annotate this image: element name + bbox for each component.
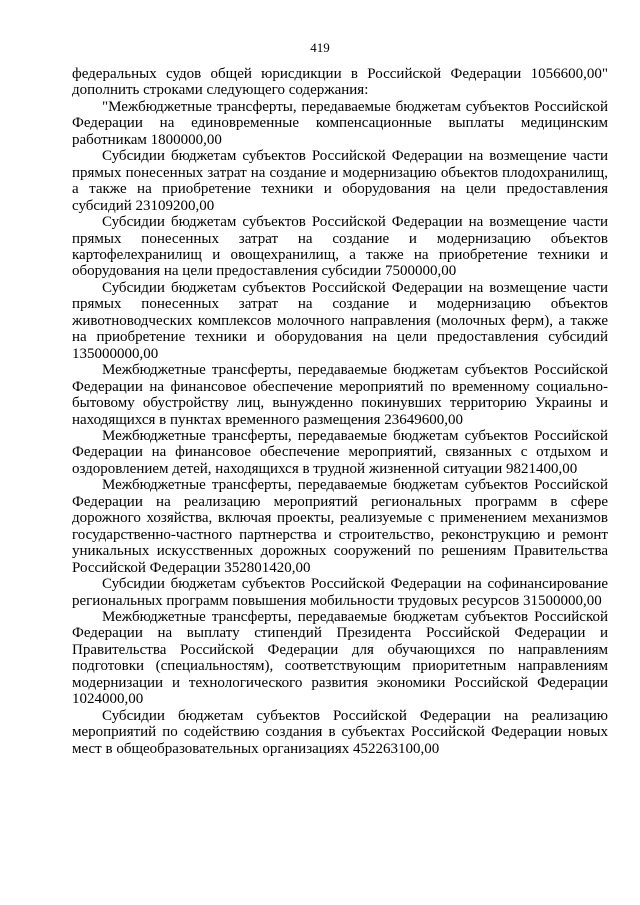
paragraph-intro: федеральных судов общей юрисдикции в Российской Федерации 1056600,00" дополнить строками следующего содержания: bbox=[72, 66, 608, 99]
paragraph-scholarships: Межбюджетные трансферты, передаваемые бюджетам субъектов Российской Федерации на выплату стипендий Президента Российской Федерации и Правительства Российской Федерации для обучающихся по направлениям подготовки (специальностям), соответствующим приоритетным направлениям модернизации и технологического развития экономики Российской Федерации 1024000,00 bbox=[72, 608, 608, 708]
page-number: 419 bbox=[310, 40, 330, 55]
paragraph-fruit-storage: Субсидии бюджетам субъектов Российской Федерации на возмещение части прямых понесенных затрат на создание и модернизацию объектов плодохранилищ, а также на приобретение техники и оборудования на цели предоставления субсидий 23109200,00 bbox=[72, 148, 608, 214]
paragraph-ukraine-relocation: Межбюджетные трансферты, передаваемые бюджетам субъектов Российской Федерации на финансовое обеспечение мероприятий по временному социально-бытовому обустройству лиц, вынужденно покинувших территорию Украины и находящихся в пунктах временного размещения 23649600,00 bbox=[72, 362, 608, 428]
paragraph-vegetable-storage: Субсидии бюджетам субъектов Российской Федерации на возмещение части прямых понесенных затрат на создание и модернизацию объектов картофелехранилищ и овощехранилищ, а также на приобретение техники и оборудования на цели предоставления субсидии 7500000,00 bbox=[72, 214, 608, 280]
paragraph-dairy-farms: Субсидии бюджетам субъектов Российской Федерации на возмещение части прямых понесенных затрат на создание и модернизацию объектов животноводческих комплексов молочного направления (молочных ферм), а также на приобретение техники и оборудования на цели предоставления субсидий 135000000,00 bbox=[72, 279, 608, 362]
paragraph-labor-mobility: Субсидии бюджетам субъектов Российской Федерации на софинансирование региональных программ повышения мобильности трудовых ресурсов 31500000,00 bbox=[72, 576, 608, 609]
paragraph-school-places: Субсидии бюджетам субъектов Российской Федерации на реализацию мероприятий по содействию создания в субъектах Российской Федерации новых мест в общеобразовательных организациях 452263100,00 bbox=[72, 707, 608, 757]
paragraph-road-programs: Межбюджетные трансферты, передаваемые бюджетам субъектов Российской Федерации на реализацию мероприятий региональных программ в сфере дорожного хозяйства, включая проекты, реализуемые с применением механизмов государственно-частного партнерства и строительство, реконструкцию и ремонт уникальных искусственных дорожных сооружений по решениям Правительства Российской Федерации 352801420,00 bbox=[72, 477, 608, 576]
paragraph-medical-payments: "Межбюджетные трансферты, передаваемые бюджетам субъектов Российской Федерации на единовременные компенсационные выплаты медицинским работникам 1800000,00 bbox=[72, 98, 608, 148]
document-body bbox=[72, 66, 608, 757]
paragraph-children-recreation: Межбюджетные трансферты, передаваемые бюджетам субъектов Российской Федерации на финансовое обеспечение мероприятий, связанных с отдыхом и оздоровлением детей, находящихся в трудной жизненной ситуации 9821400,00 bbox=[72, 427, 608, 477]
